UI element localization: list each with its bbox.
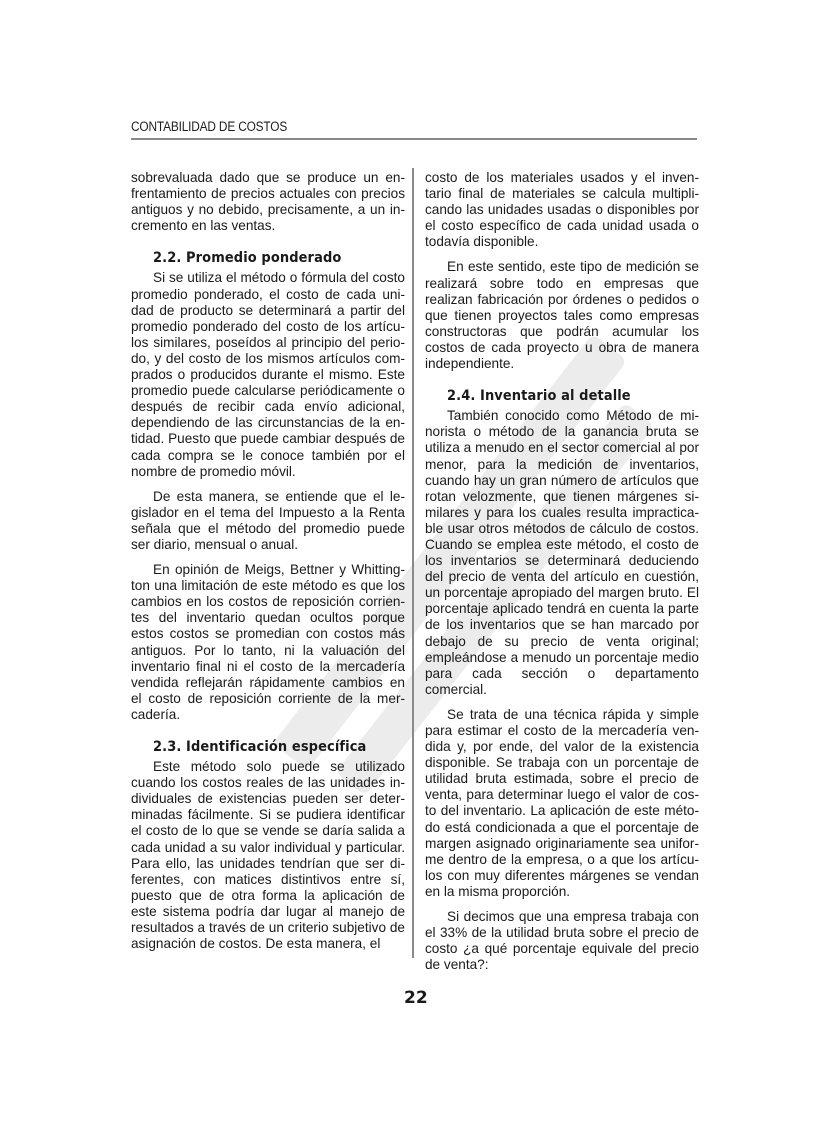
running-header: CONTABILIDAD DE COSTOS — [131, 119, 288, 134]
paragraph: En opinión de Meigs, Bettner y Whittington una limitación de este método es que los cambios en los costos de reposición corrientes del inventario quedan ocultos porque estos costos se promedian con costos más antiguos. Por lo tanto, ni la valuación del inventario final ni el costo de la mercadería vendida reflejarán rápidamente cambios en el costo de reposición corriente de la mercadería. — [131, 562, 405, 722]
column-divider — [412, 168, 414, 958]
paragraph: costo de los materiales usados y el inventario final de materiales se calcula multiplicando las unidades usadas o disponibles por el costo específico de cada unidad usada o todavía disponible. — [425, 170, 699, 250]
page-number: 22 — [404, 988, 428, 1008]
paragraph: Este método solo puede se utilizado cuando los costos reales de las unidades individuales de existencias pueden ser determinadas fácilmente. Si se pudiera identificar el costo de lo que se vende se daría salida a cada unidad a su valor individual y particular. Para ello, las unidades tendrían que ser diferentes, con matices distintivos entre sí, puesto que de otra forma la aplicación de este sistema podría dar lugar al manejo de resultados a través de un criterio subjetivo de asignación de costos. De esta manera, el — [131, 759, 405, 952]
paragraph: Se trata de una técnica rápida y simple para estimar el costo de la mercadería vendida y, por ende, del valor de la existencia disponible. Se trabaja con un porcentaje de utilidad bruta estimada, sobre el precio de venta, para determinar luego el valor de costo del inventario. La aplicación de este método está condicionada a que el porcentaje de margen asignado originariamente sea uniforme dentro de la empresa, o a que los artículos con muy diferentes márgenes se vendan en la misma proporción. — [425, 706, 699, 899]
paragraph: sobrevaluada dado que se produce un enfrentamiento de precios actuales con precios antiguos y no debido, precisamente, a un incremento en las ventas. — [131, 170, 405, 234]
paragraph: También conocido como Método de minorista o método de la ganancia bruta se utiliza a menudo en el sector comercial al por menor, para la medición de inventarios, cuando hay un gran número de artículos que rotan velozmente, que tienen márgenes similares y para los cuales resulta impracticable usar otros métodos de cálculo de costos. Cuando se emplea este método, el costo de los inventarios se determinará deduciendo del precio de venta del artículo en cuestión, un porcentaje apropiado del margen bruto. El porcentaje aplicado tendrá en cuenta la parte de los inventarios que se han marcado por debajo de su precio de venta original; empleándose a menudo un porcentaje medio para cada sección o departamento comercial. — [425, 408, 699, 697]
paragraph: De esta manera, se entiende que el legislador en el tema del Impuesto a la Renta señala que el método del promedio puede ser diario, mensual o anual. — [131, 488, 405, 552]
section-heading-2-2: 2.2. Promedio ponderado — [153, 250, 342, 267]
section-heading-2-4: 2.4. Inventario al detalle — [447, 388, 631, 405]
section-heading-2-3: 2.3. Identificación específica — [153, 739, 367, 755]
left-column — [131, 170, 405, 961]
header-divider — [131, 138, 697, 140]
paragraph: Si decimos que una empresa trabaja con el 33% de la utilidad bruta sobre el precio de costo ¿a qué porcentaje equivale del precio de venta?: — [425, 909, 699, 973]
paragraph: Si se utiliza el método o fórmula del costo promedio ponderado, el costo de cada unidad de producto se determinará a partir del promedio ponderado del costo de los artículos similares, poseídos al principio del periodo, y del costo de los mismos artículos comprados o producidos durante el mismo. Este promedio puede calcularse periódicamente o después de recibir cada envío adicional, dependiendo de las circunstancias de la entidad. Puesto que puede cambiar después de cada compra se le conoce también por el nombre de promedio móvil. — [131, 270, 405, 479]
paragraph: En este sentido, este tipo de medición se realizará sobre todo en empresas que realizan fabricación por órdenes o pedidos o que tienen proyectos tales como empresas constructoras que podrán acumular los costos de cada proyecto u obra de manera independiente. — [425, 259, 699, 372]
right-column — [425, 170, 699, 982]
